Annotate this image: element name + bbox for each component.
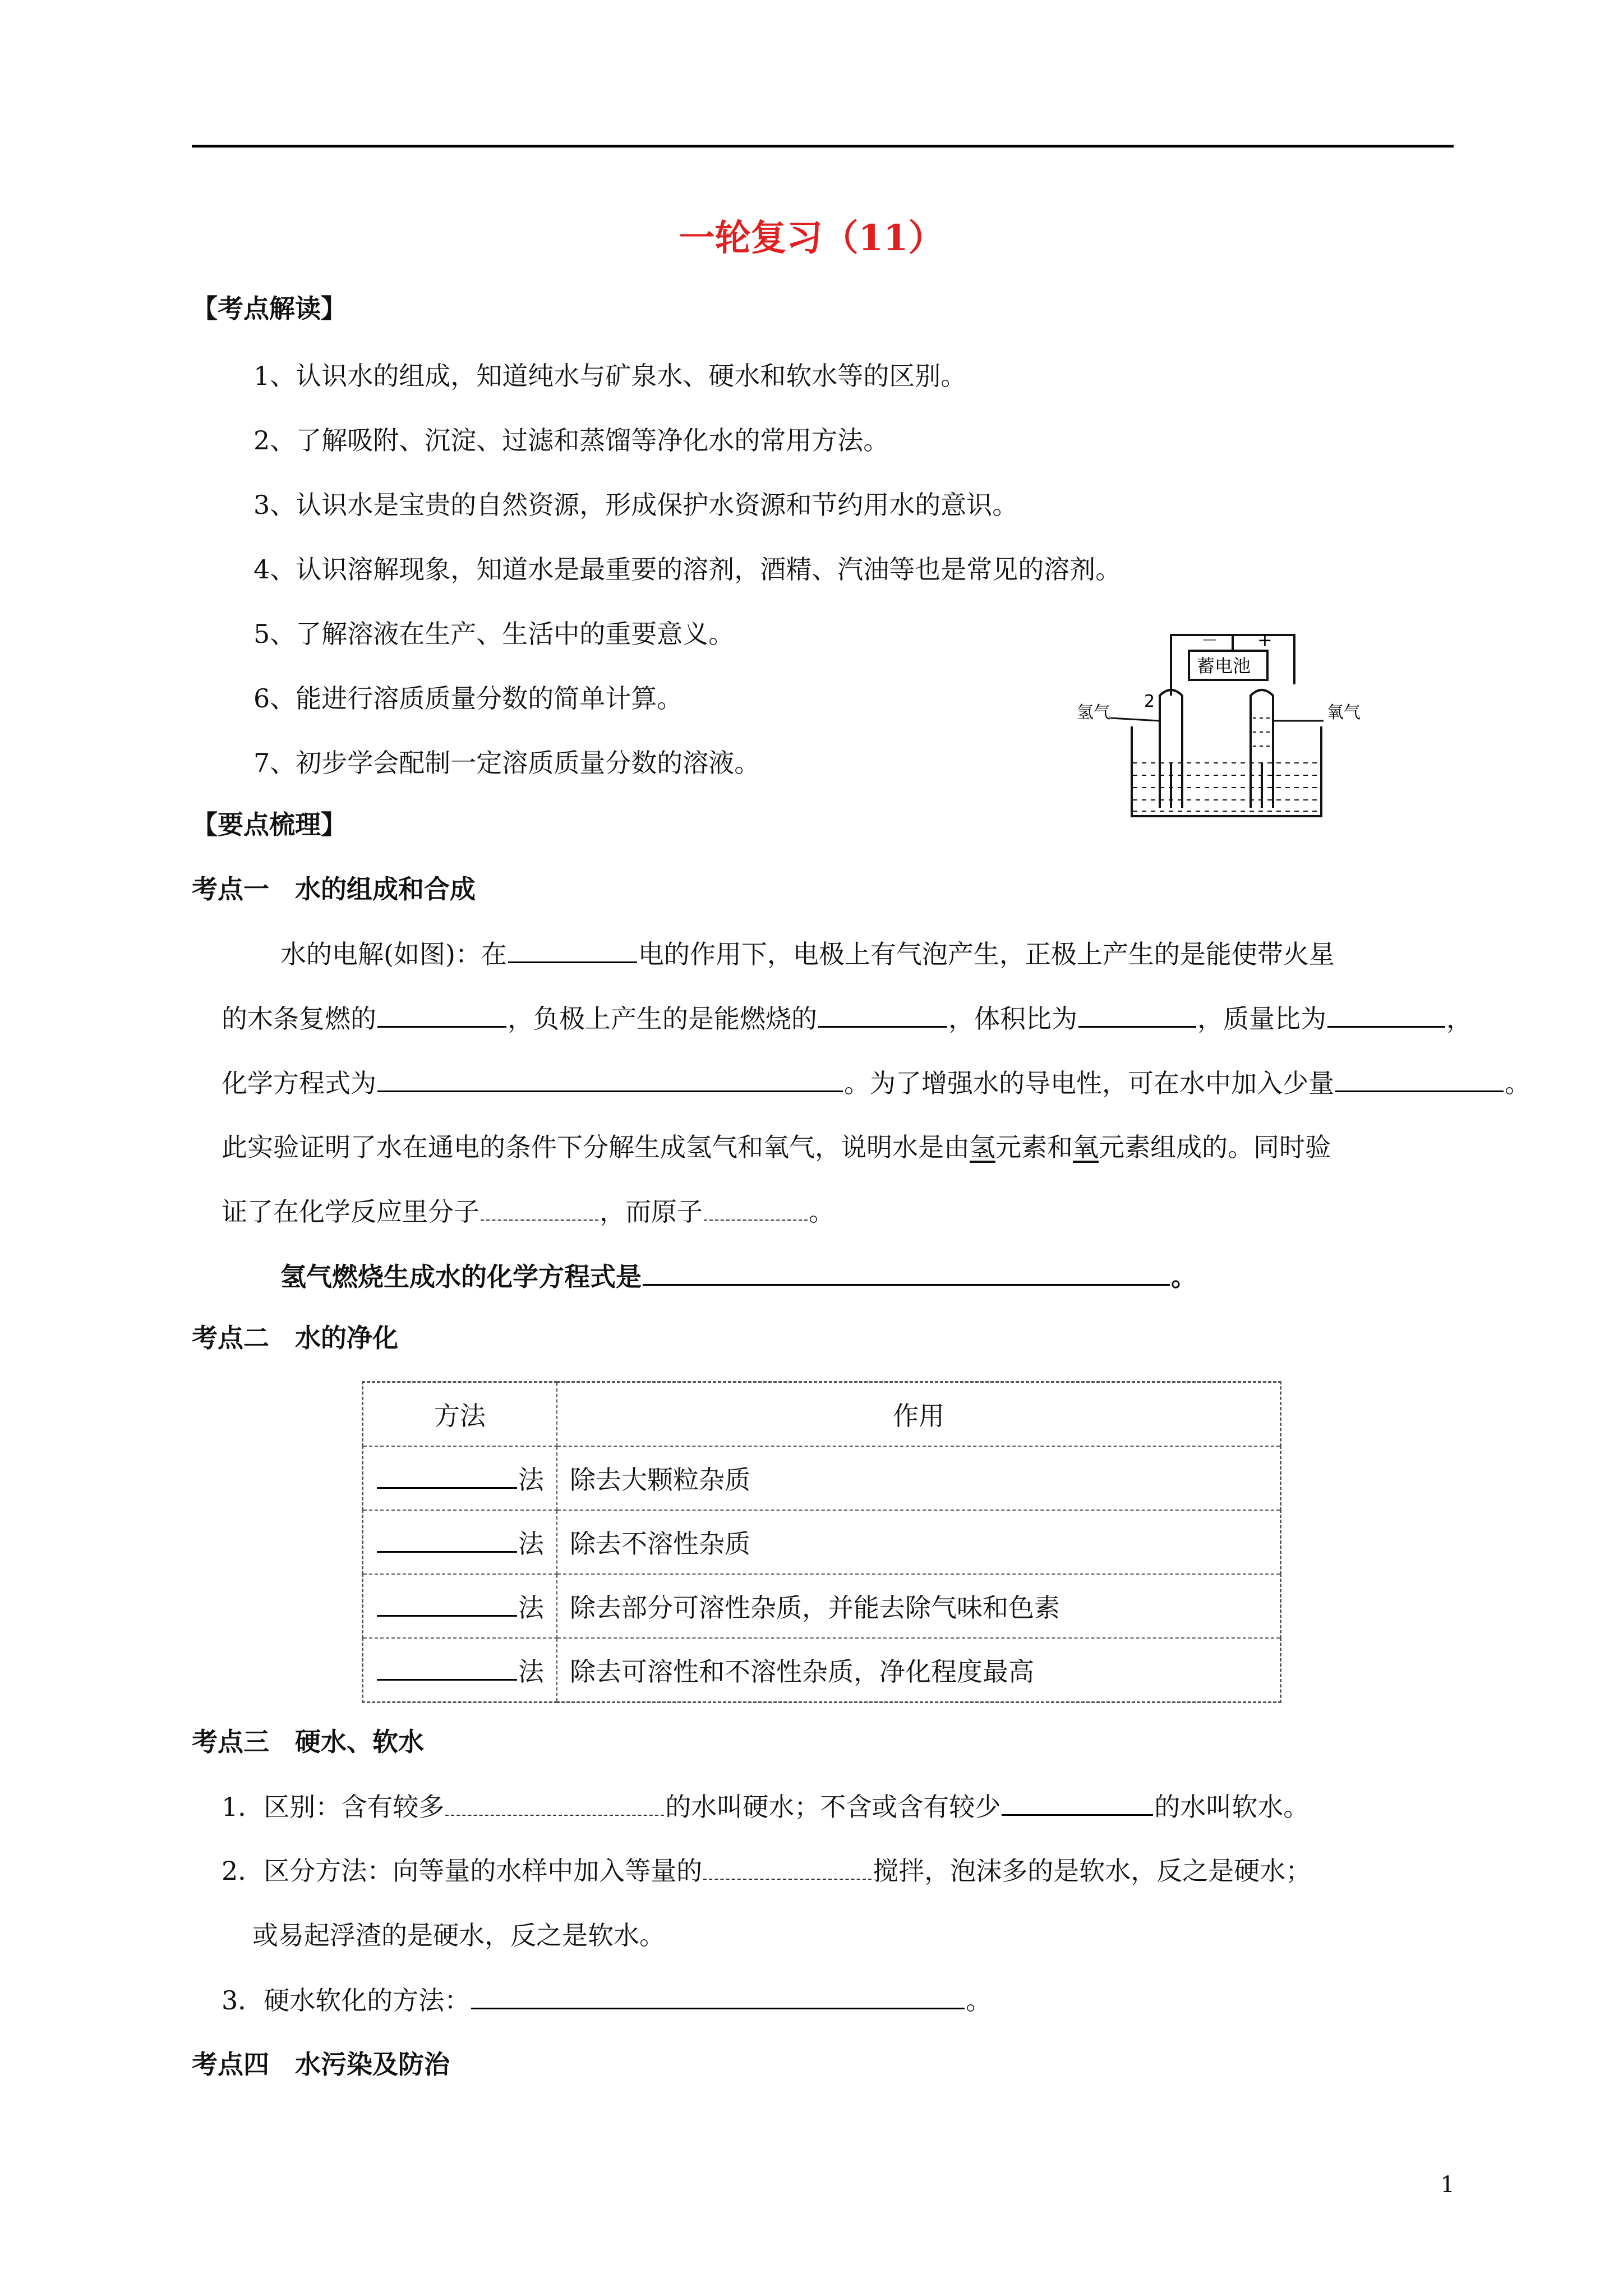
blank-mass-ratio[interactable] [1327,1001,1445,1028]
effect-cell: 除去不溶性杂质 [557,1510,1281,1574]
blank-atom-change[interactable] [704,1195,808,1221]
page-title: 一轮复习（11） [679,217,944,259]
blank-molecule-change[interactable] [481,1195,598,1221]
oxygen-label: 氧气 [1327,703,1361,723]
blank-power-type[interactable] [508,937,637,963]
battery-label: 蓄电池 [1197,655,1251,677]
effect-cell: 除去部分可溶性杂质，并能去除气味和色素 [557,1574,1281,1638]
exam-point-item-4: 4、认识溶解现象，知道水是最重要的溶剂，酒精、汽油等也是常见的溶剂。 [253,554,1122,585]
exam-point-item-2: 2、了解吸附、沉淀、过滤和蒸馏等净化水的常用方法。 [253,425,889,455]
point-2-heading: 考点二 水的净化 [192,1323,398,1353]
table-row [363,1638,1281,1703]
blank-negative-gas[interactable] [818,1001,947,1028]
underlined-hydrogen: 氢 [970,1132,995,1162]
page-number: 1 [1440,2172,1455,2198]
method-cell: 法 [363,1510,557,1574]
exam-point-item-6: 6、能进行溶质质量分数的简单计算。 [253,683,683,714]
point-3-line-4: 3．硬水软化的方法： 。 [222,1983,992,2017]
blank-hydrogen-combustion-equation[interactable] [643,1259,1170,1286]
point-1-line-6: 氢气燃烧生成水的化学方程式是 。 [280,1259,1197,1294]
tube-number-label: 2 [1144,692,1155,711]
blank-hard-water-content[interactable] [445,1790,664,1816]
table-header-row [363,1382,1281,1447]
exam-point-item-7: 7、初步学会配制一定溶质质量分数的溶液。 [253,748,760,778]
method-cell: 法 [363,1638,557,1703]
table-row [363,1446,1281,1510]
section-heading-exam-points: 【考点解读】 [192,293,347,324]
section-heading-key-points: 【要点梳理】 [192,809,347,840]
point-3-heading: 考点三 硬水、软水 [192,1727,424,1757]
point-1-line-2: 的木条复燃的 ，负极上产生的是能燃烧的 ，体积比为 ，质量比为 ， [222,1001,1472,1036]
point-1-line-4: 此实验证明了水在通电的条件下分解生成氢气和氧气，说明水是由氢元素和氧元素组成的。同时验 [222,1132,1331,1162]
exam-point-item-5: 5、了解溶液在生产、生活中的重要意义。 [253,619,735,649]
table-row [363,1574,1281,1638]
exam-point-item-1: 1、认识水的组成，知道纯水与矿泉水、硬水和软水等的区别。 [253,361,967,391]
exam-point-item-3: 3、认识水是宝贵的自然资源，形成保护水资源和节约用水的意识。 [253,490,1018,520]
point-1-heading: 考点一 水的组成和合成 [192,874,476,904]
method-cell: 法 [363,1574,557,1638]
point-1-line-1: 水的电解(如图)：在 电的作用下，电极上有气泡产生，正极上产生的是能使带火星 [280,937,1335,971]
point-1-line-5: 证了在化学反应里分子 ，而原子 。 [222,1195,834,1228]
blank-positive-gas[interactable] [377,1001,506,1028]
point-3-line-1: 1．区别：含有较多 的水叫硬水；不含或含有较少 的水叫软水。 [222,1789,1309,1824]
blank-conductivity-additive[interactable] [1335,1066,1504,1092]
effect-cell: 除去可溶性和不溶性杂质，净化程度最高 [557,1638,1281,1703]
blank-volume-ratio[interactable] [1078,1001,1196,1028]
table-header-effect: 作用 [557,1382,1281,1447]
point-3-line-3: 或易起浮渣的是硬水，反之是软水。 [252,1920,665,1950]
blank-test-reagent[interactable] [703,1854,872,1880]
purification-table [362,1381,1281,1703]
electrolysis-diagram [1077,623,1374,825]
method-cell: 法 [363,1446,557,1510]
blank-softening-method[interactable] [471,1983,965,2009]
hydrogen-label: 氢气 [1077,703,1110,723]
point-4-heading: 考点四 水污染及防治 [192,2049,450,2079]
table-row [363,1510,1281,1574]
blank-electrolysis-equation[interactable] [377,1066,843,1092]
blank-method-1[interactable] [377,1462,517,1489]
point-1-line-3: 化学方程式为 。为了增强水的导电性，可在水中加入少量 。 [222,1066,1530,1100]
blank-method-4[interactable] [377,1654,517,1681]
blank-method-2[interactable] [377,1526,517,1553]
header-rule [192,145,1454,148]
plus-terminal: + [1257,629,1272,651]
point-3-line-2: 2．区分方法：向等量的水样中加入等量的 搅拌，泡沫多的是软水，反之是硬水； [222,1854,1311,1888]
blank-soft-water-content[interactable] [1002,1789,1153,1816]
blank-method-3[interactable] [377,1590,517,1617]
effect-cell: 除去大颗粒杂质 [557,1446,1281,1510]
table-header-method: 方法 [363,1382,557,1447]
underlined-oxygen: 氧 [1073,1132,1099,1162]
minus-terminal: － [1201,631,1218,651]
